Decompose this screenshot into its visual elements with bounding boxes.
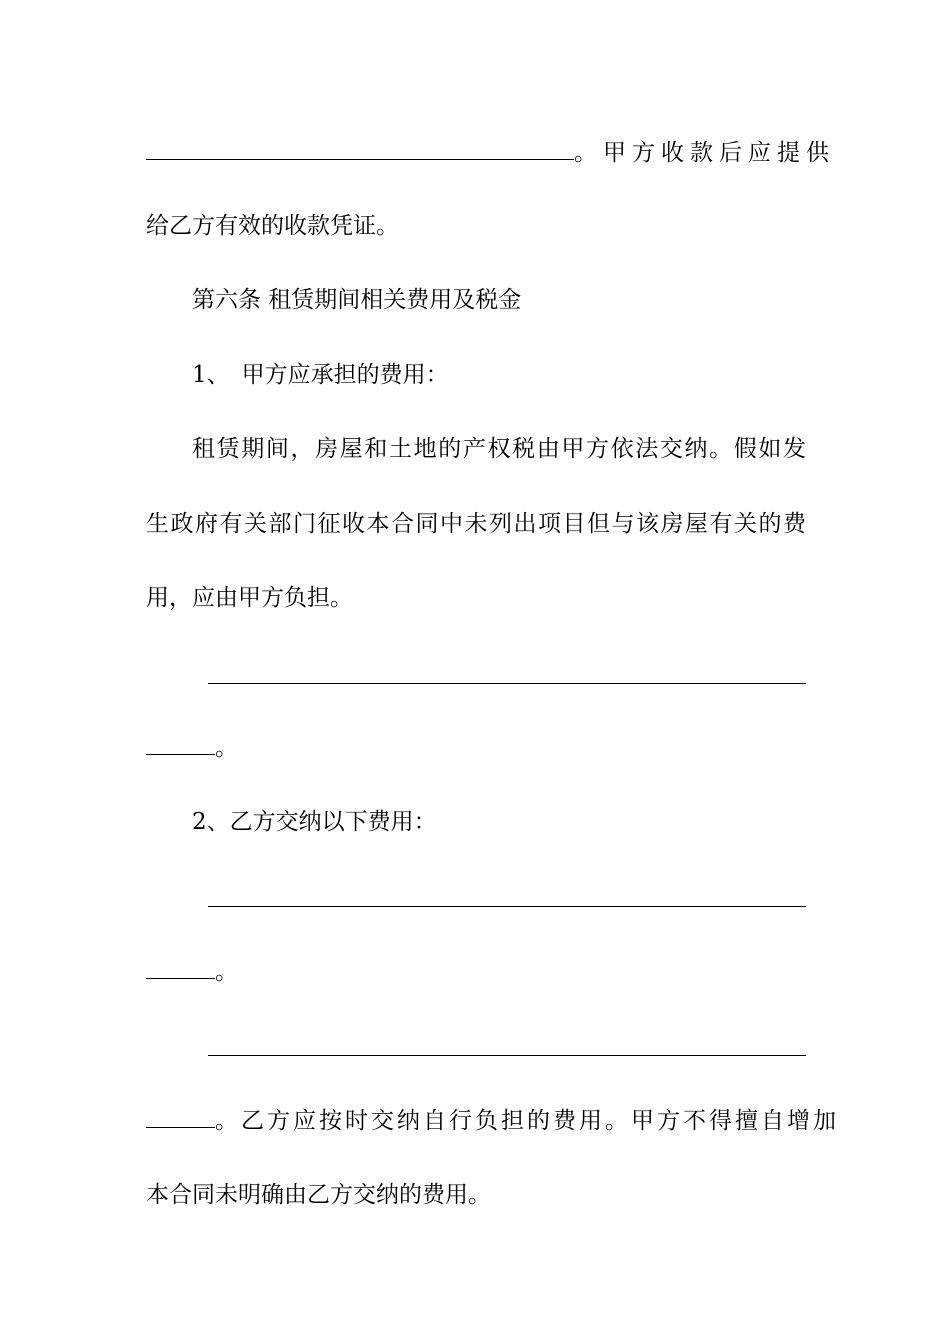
article-heading: 第六条 租赁期间相关费用及税金 — [192, 287, 522, 313]
list-item-number: 1、 — [192, 362, 230, 388]
text-segment: 。乙方应按时交纳自行负担的费用。甲方不得擅自增加 — [215, 1108, 839, 1134]
list-item-heading: 2、乙方交纳以下费用： — [192, 809, 437, 835]
fill-in-line — [208, 1055, 806, 1056]
paragraph-line: 租赁期间，房屋和土地的产权税由甲方依法交纳。假如发 — [192, 436, 806, 462]
fill-in-blank — [146, 732, 215, 755]
fill-in-line — [208, 683, 806, 684]
fill-in-blank — [146, 137, 574, 160]
paragraph-line: 生政府有关部门征收本合同中未列出项目但与该房屋有关的费 — [146, 511, 806, 537]
text-line — [146, 137, 835, 167]
fill-in-line — [208, 906, 806, 907]
paragraph-line — [146, 1105, 839, 1135]
text-line — [146, 732, 806, 762]
list-item-title: 甲方应承担的费用： — [241, 362, 449, 388]
end-mark: 。 — [215, 735, 238, 761]
text-segment: 。甲方收款后应提供 — [574, 140, 835, 166]
text-line — [146, 956, 806, 986]
paragraph-line: 用，应由甲方负担。 — [146, 585, 353, 611]
fill-in-blank — [146, 956, 215, 979]
text-line: 给乙方有效的收款凭证。 — [146, 213, 399, 239]
list-item-heading — [192, 360, 852, 390]
end-mark: 。 — [215, 959, 238, 985]
fill-in-blank — [146, 1105, 215, 1128]
paragraph-line: 本合同未明确由乙方交纳的费用。 — [146, 1182, 491, 1208]
